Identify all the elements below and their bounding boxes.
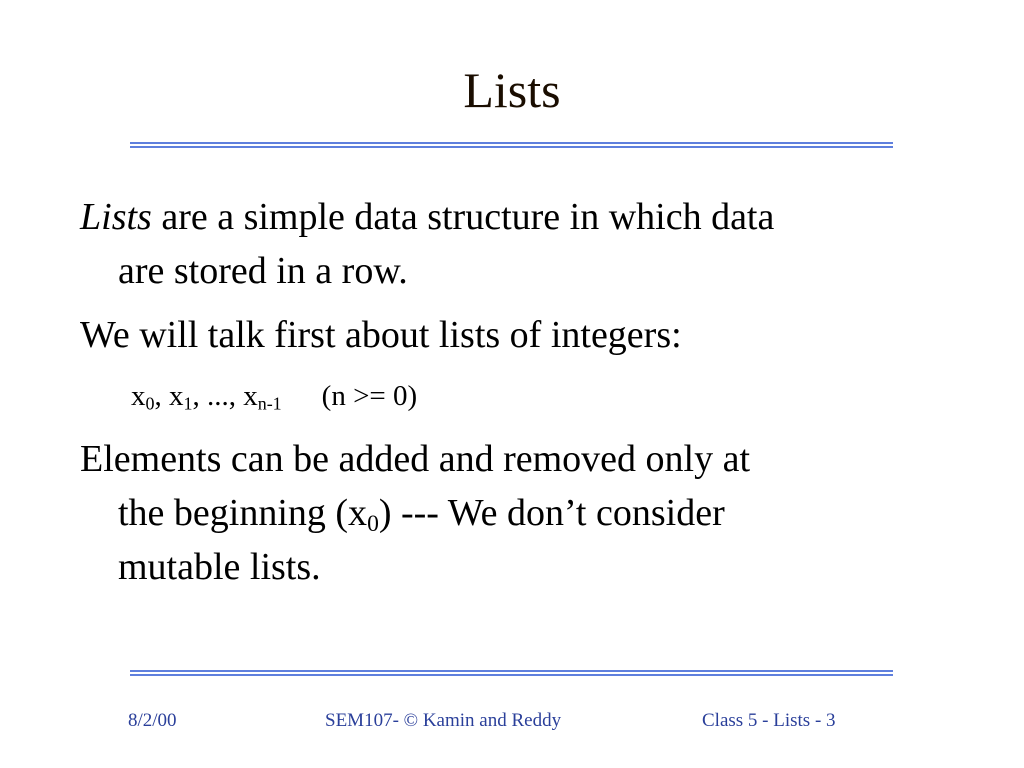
elements-line-2a: the beginning (x — [118, 492, 368, 534]
elements-line-2 — [80, 486, 940, 540]
slide-title: Lists — [463, 62, 561, 118]
bullet-integer-lists: We will talk first about lists of integers: — [80, 314, 682, 356]
seq-sub-n-1: n-1 — [257, 393, 282, 414]
elements-line-1: Elements can be added and removed only at — [80, 438, 751, 480]
footer-course: SEM107- © Kamin and Reddy — [325, 710, 562, 731]
lists-term: Lists — [80, 196, 152, 238]
seq-condition: (n >= 0) — [321, 380, 418, 412]
definition-text-2: are stored in a row. — [118, 250, 408, 292]
bullet-elements — [80, 432, 940, 594]
seq-xn: , ..., x — [192, 380, 258, 412]
definition-text-1: are a simple data structure in which data — [151, 196, 775, 238]
seq-sub-1: 1 — [183, 393, 193, 414]
seq-sub-0: 0 — [145, 393, 155, 414]
elements-line-3: mutable lists. — [118, 546, 321, 588]
footer-divider — [130, 670, 893, 676]
sequence-notation — [131, 372, 991, 420]
seq-x1: , x — [154, 380, 184, 412]
elements-sub-0: 0 — [367, 510, 379, 537]
footer-date: 8/2/00 — [128, 710, 177, 731]
footer-divider-line-2 — [130, 674, 893, 676]
elements-line-2b: ) --- We don’t consider — [378, 492, 725, 534]
seq-x0: x — [131, 380, 146, 412]
footer-divider-line-1 — [130, 670, 893, 672]
title-divider-line-1 — [130, 142, 893, 144]
title-divider-line-2 — [130, 146, 893, 148]
title-divider — [130, 142, 893, 148]
bullet-lists-definition — [80, 190, 940, 298]
footer-page-number: Class 5 - Lists - 3 — [702, 710, 836, 731]
